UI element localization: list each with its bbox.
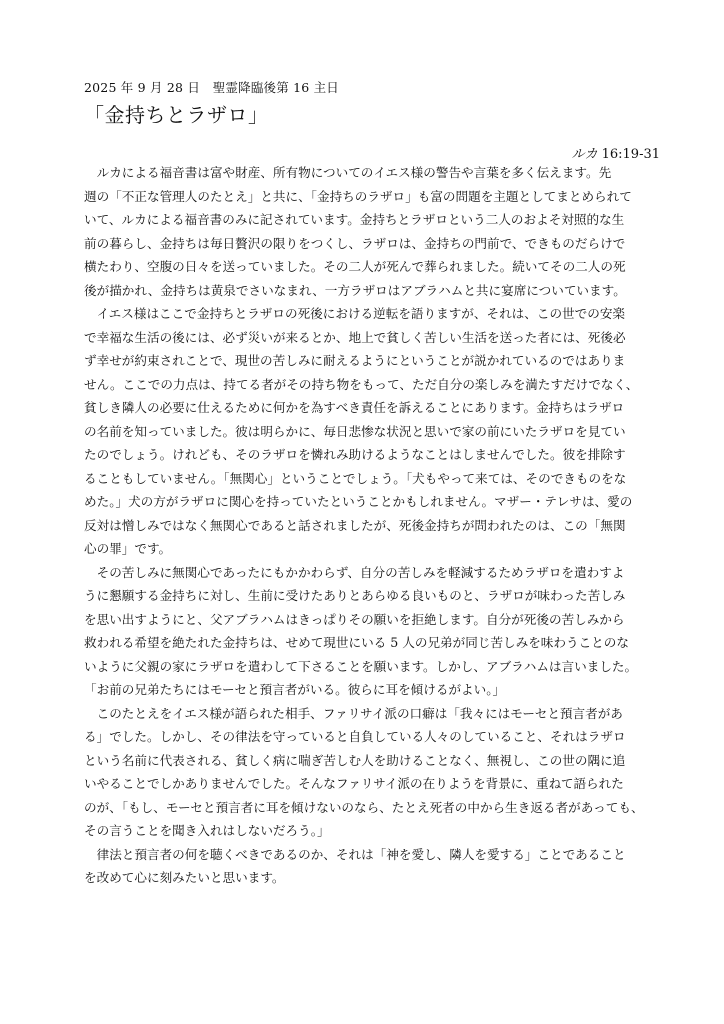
text-line: 前の暮らし、金持ちは毎日贅沢の限りをつくし、ラザロは、金持ちの門前で、できものだらけで: [84, 235, 626, 251]
text-line: のが、「もし、モーセと預言者に耳を傾けないのなら、たとえ死者の中から生き返る者があっても、: [84, 799, 644, 815]
text-line: を改めて心に刻みたいと思います。: [84, 870, 285, 885]
paragraph: [84, 161, 660, 302]
text-line: 「お前の兄弟たちにはモーセと預言者がいる。彼らに耳を傾けるがよい。」: [84, 682, 506, 697]
text-line: このたとえをイエス様が語られた相手、ファリサイ派の口癖は「我々にはモーセと預言者があ: [96, 705, 623, 721]
text-line: 週の「不正な管理人のたとえ」と共に、「金持ちのラザロ」も富の問題を主題としてまとめられて: [84, 188, 632, 204]
text-line: せん。ここでの力点は、持てる者がその持ち物をもって、ただ自分の楽しみを満たすだけでなく、: [84, 376, 639, 392]
text-line: めた。」犬の方がラザロに関心を持っていたということかもしれません。マザー・テレサは、愛の: [84, 494, 633, 509]
text-line: たのでしょう。けれども、そのラザロを憐れみ助けるようなことはしませんでした。彼を排除す: [84, 447, 626, 462]
text-line: 心の罪」です。: [84, 541, 172, 556]
text-line: ず幸せが約束されことで、現世の苦しみに耐えるようにということが説かれているのではありま: [84, 353, 626, 368]
text-line: いように父親の家にラザロを遣わして下さることを願います。しかし、アブラハムは言いました。: [84, 658, 638, 674]
text-line: イエス様はここで金持ちとラザロの死後における逆転を語りますが、それは、この世での安楽: [96, 306, 626, 321]
text-line: ることもしていません。「無関心」ということでしょう。「犬もやって来ては、そのできものをな: [84, 470, 627, 486]
text-line: 反対は憎しみではなく無関心であると話されましたが、死後金持ちが問われたのは、この「無関: [84, 517, 626, 533]
paragraph: [84, 561, 660, 702]
text-line: うに懇願する金持ちに対し、生前に受けたありとあらゆる良いものと、ラザロが味わった苦しみ: [84, 588, 626, 603]
text-line: という名前に代表される、貧しく病に喘ぎ苦しむ人を助けることなく、無視し、この世の隅に追: [84, 752, 626, 768]
text-line: 後が描かれ、金持ちは黄泉でさいなまれ、一方ラザロはアブラハムと共に宴席についています。: [84, 282, 626, 298]
text-line: 貧しき隣人の必要に仕えるために何かを為すべき責任を訴えることにあります。金持ちはラザロ: [84, 400, 625, 415]
text-line: いて、ルカによる福音書のみに記されています。金持ちとラザロという二人のおよそ対照的な生: [84, 212, 625, 227]
date-line: 2025 年 9 月 28 日 聖霊降臨後第 16 主日: [84, 80, 339, 95]
text-line: る」でした。しかし、その律法を守っていると自負している人々のしていること、それはラザロ: [84, 729, 626, 744]
paragraph: [84, 702, 660, 843]
scripture-reference: [571, 143, 660, 162]
text-line: 救われる希望を絶たれた金持ちは、せめて現世にいる 5 人の兄弟が同じ苦しみを味わうことのな: [84, 635, 629, 650]
text-line: いやることでしかありませんでした。そんなファリサイ派の在りようを背景に、重ねて語られた: [84, 776, 624, 791]
scripture-verses: 16:19-31: [597, 147, 660, 162]
text-line: 律法と預言者の何を聴くべきであるのか、それは「神を愛し、隣人を愛する」ことであること: [96, 846, 626, 862]
text-line: で幸福な生活の後には、必ず災いが来るとか、地上で貧しく苦しい生活を送った者には、死後必: [84, 329, 626, 345]
paragraph: [84, 302, 660, 561]
sermon-title: 「金持ちとラザロ」: [84, 103, 269, 127]
paragraph: [84, 843, 660, 890]
text-line: 横たわり、空腹の日々を送っていました。その二人が死んで葬られました。続いてその二人の死: [84, 259, 626, 274]
document-page: [84, 0, 660, 1024]
text-line: その言うことを聞き入れはしないだろう。」: [84, 823, 330, 838]
text-line: の名前を知っていました。彼は明らかに、毎日悲惨な状況と思いで家の前にいたラザロを見てい: [84, 423, 626, 439]
text-line: を思い出すようにと、父アブラハムはきっぱりその願いを拒絶します。自分が死後の苦しみから: [84, 611, 625, 627]
scripture-book: ルカ: [571, 147, 598, 162]
text-line: その苦しみに無関心であったにもかかわらず、自分の苦しみを軽減するためラザロを遣わすよ: [96, 564, 625, 580]
sermon-body: [84, 161, 660, 890]
text-line: ルカによる福音書は富や財産、所有物についてのイエス様の警告や言葉を多く伝えます。先: [96, 165, 612, 180]
